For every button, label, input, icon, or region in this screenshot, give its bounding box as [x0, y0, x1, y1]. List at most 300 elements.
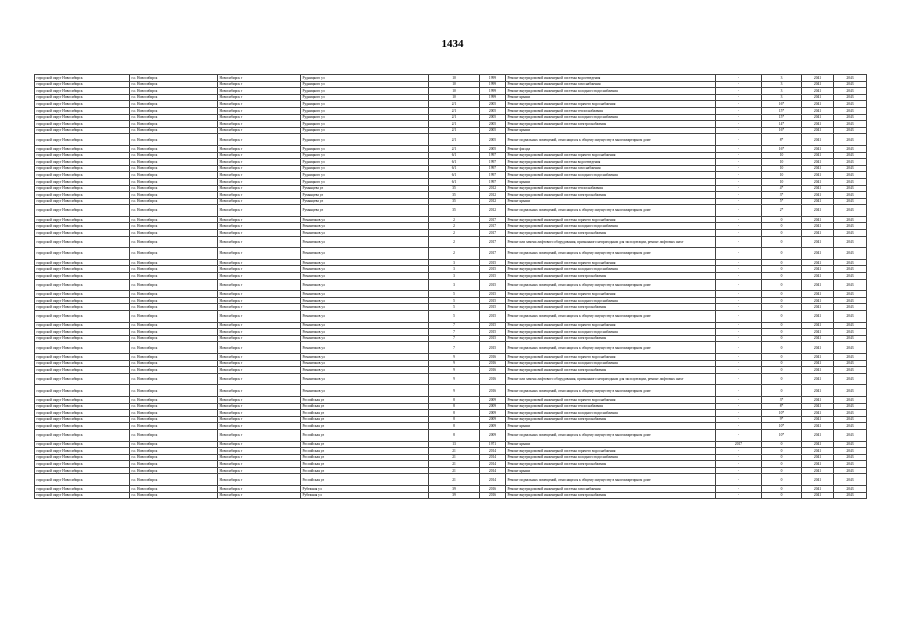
period-start-cell: 2041 — [802, 88, 834, 95]
work-type-cell: Ремонт внутридомовой инженерной системы горячего водоснабжения — [506, 448, 716, 455]
locality-cell: Новосибирск г — [218, 486, 301, 493]
settlement-cell: г.о. Новосибирск — [130, 360, 218, 367]
locality-cell: Новосибирск г — [218, 198, 301, 205]
settlement-cell: г.о. Новосибирск — [130, 304, 218, 311]
locality-cell: Новосибирск г — [218, 304, 301, 311]
period-end-cell: 2043 — [834, 134, 867, 146]
capital-repair-table — [34, 74, 867, 499]
build-year-cell: 2012 — [480, 185, 506, 192]
count-cell: 0 — [762, 385, 802, 397]
house-number-cell: 21 — [429, 467, 480, 474]
work-type-cell: Ремонт крыши — [506, 467, 716, 474]
period-start-cell: 2041 — [802, 159, 834, 166]
planned-year-cell: - — [716, 145, 762, 152]
settlement-cell: г.о. Новосибирск — [130, 423, 218, 430]
street-cell: Рудницкого ул — [301, 165, 429, 172]
municipality-cell: городской округ Новосибирск — [35, 230, 130, 237]
street-cell: Румянцева ул — [301, 185, 429, 192]
work-type-cell: Ремонт внутридомовой инженерной системы холодного водоснабжения — [506, 360, 716, 367]
street-cell: Романтиков ул — [301, 322, 429, 329]
house-number-cell: 2/1 — [429, 121, 480, 128]
count-cell: 0 — [762, 248, 802, 260]
municipality-cell: городской округ Новосибирск — [35, 178, 130, 185]
house-number-cell: 7 — [429, 322, 480, 329]
period-end-cell: 2043 — [834, 416, 867, 423]
locality-cell: Новосибирск г — [218, 107, 301, 114]
table-row — [35, 492, 867, 499]
table-row — [35, 273, 867, 280]
planned-year-cell: - — [716, 81, 762, 88]
period-end-cell: 2043 — [834, 322, 867, 329]
planned-year-cell: - — [716, 297, 762, 304]
period-end-cell: 2043 — [834, 373, 867, 385]
municipality-cell: городской округ Новосибирск — [35, 165, 130, 172]
settlement-cell: г.о. Новосибирск — [130, 474, 218, 486]
build-year-cell: 2015 — [480, 335, 506, 342]
work-type-cell: Ремонт подвальных помещений, относящихся к общему имуществу в многоквартирном доме — [506, 311, 716, 323]
locality-cell: Новосибирск г — [218, 134, 301, 146]
municipality-cell: городской округ Новосибирск — [35, 134, 130, 146]
table-row — [35, 266, 867, 273]
planned-year-cell: - — [716, 353, 762, 360]
build-year-cell: 2014 — [480, 461, 506, 468]
municipality-cell: городской округ Новосибирск — [35, 273, 130, 280]
table-row — [35, 205, 867, 217]
locality-cell: Новосибирск г — [218, 259, 301, 266]
locality-cell: Новосибирск г — [218, 467, 301, 474]
count-cell: 3 — [762, 75, 802, 82]
count-cell: 0 — [762, 486, 802, 493]
table-row — [35, 360, 867, 367]
period-end-cell: 2043 — [834, 230, 867, 237]
table-row — [35, 152, 867, 159]
street-cell: Романтиков ул — [301, 360, 429, 367]
count-cell: 0 — [762, 367, 802, 374]
locality-cell: Новосибирск г — [218, 322, 301, 329]
settlement-cell: г.о. Новосибирск — [130, 416, 218, 423]
locality-cell: Новосибирск г — [218, 416, 301, 423]
build-year-cell: 2017 — [480, 223, 506, 230]
build-year-cell: 1997 — [480, 152, 506, 159]
house-number-cell: 8 — [429, 416, 480, 423]
period-start-cell: 2041 — [802, 216, 834, 223]
municipality-cell: городской округ Новосибирск — [35, 416, 130, 423]
planned-year-cell: - — [716, 291, 762, 298]
build-year-cell: 2015 — [480, 329, 506, 336]
settlement-cell: г.о. Новосибирск — [130, 329, 218, 336]
planned-year-cell: - — [716, 448, 762, 455]
locality-cell: Новосибирск г — [218, 192, 301, 199]
locality-cell: Новосибирск г — [218, 172, 301, 179]
period-start-cell: 2041 — [802, 230, 834, 237]
settlement-cell: г.о. Новосибирск — [130, 152, 218, 159]
table-row — [35, 165, 867, 172]
settlement-cell: г.о. Новосибирск — [130, 266, 218, 273]
count-cell: 10 — [762, 165, 802, 172]
work-type-cell: Ремонт внутридомовой инженерной системы газоснабжения — [506, 165, 716, 172]
municipality-cell: городской округ Новосибирск — [35, 266, 130, 273]
municipality-cell: городской округ Новосибирск — [35, 448, 130, 455]
settlement-cell: г.о. Новосибирск — [130, 248, 218, 260]
settlement-cell: г.о. Новосибирск — [130, 259, 218, 266]
municipality-cell: городской округ Новосибирск — [35, 360, 130, 367]
house-number-cell: 7 — [429, 335, 480, 342]
settlement-cell: г.о. Новосибирск — [130, 291, 218, 298]
settlement-cell: г.о. Новосибирск — [130, 335, 218, 342]
work-type-cell: Ремонт подвальных помещений, относящихся к общему имуществу в многоквартирном доме — [506, 429, 716, 441]
work-type-cell: Ремонт внутридомовой инженерной системы горячего водоснабжения — [506, 101, 716, 108]
locality-cell: Новосибирск г — [218, 205, 301, 217]
work-type-cell: Ремонт внутридомовой инженерной системы водоотведения — [506, 75, 716, 82]
period-end-cell: 2043 — [834, 223, 867, 230]
street-cell: Российская ул — [301, 396, 429, 403]
planned-year-cell: - — [716, 127, 762, 134]
count-cell: 15* — [762, 107, 802, 114]
municipality-cell: городской округ Новосибирск — [35, 198, 130, 205]
planned-year-cell: - — [716, 461, 762, 468]
house-number-cell: 8 — [429, 429, 480, 441]
street-cell: Рубежная ул — [301, 486, 429, 493]
house-number-cell: 10 — [429, 81, 480, 88]
planned-year-cell: - — [716, 367, 762, 374]
build-year-cell: 2016 — [480, 360, 506, 367]
table-row — [35, 416, 867, 423]
planned-year-cell: - — [716, 342, 762, 354]
settlement-cell: г.о. Новосибирск — [130, 101, 218, 108]
count-cell: 10* — [762, 429, 802, 441]
street-cell: Рубежная ул — [301, 492, 429, 499]
table-row — [35, 486, 867, 493]
period-end-cell: 2043 — [834, 360, 867, 367]
period-end-cell: 2043 — [834, 474, 867, 486]
build-year-cell: 2005 — [480, 121, 506, 128]
locality-cell: Новосибирск г — [218, 114, 301, 121]
settlement-cell: г.о. Новосибирск — [130, 185, 218, 192]
locality-cell: Новосибирск г — [218, 75, 301, 82]
locality-cell: Новосибирск г — [218, 185, 301, 192]
house-number-cell: 5 — [429, 291, 480, 298]
build-year-cell: 1997 — [480, 172, 506, 179]
table-row — [35, 342, 867, 354]
table-row — [35, 385, 867, 397]
settlement-cell: г.о. Новосибирск — [130, 342, 218, 354]
table-row — [35, 230, 867, 237]
work-type-cell: Ремонт подвальных помещений, относящихся к общему имуществу в многоквартирном доме — [506, 385, 716, 397]
planned-year-cell: - — [716, 101, 762, 108]
period-end-cell: 2043 — [834, 297, 867, 304]
period-start-cell: 2041 — [802, 454, 834, 461]
settlement-cell: г.о. Новосибирск — [130, 114, 218, 121]
street-cell: Румянцева ул — [301, 205, 429, 217]
planned-year-cell: - — [716, 75, 762, 82]
table-row — [35, 297, 867, 304]
build-year-cell: 2017 — [480, 248, 506, 260]
period-end-cell: 2043 — [834, 165, 867, 172]
period-end-cell: 2043 — [834, 486, 867, 493]
locality-cell: Новосибирск г — [218, 441, 301, 448]
count-cell: 10 — [762, 152, 802, 159]
period-end-cell: 2043 — [834, 198, 867, 205]
work-type-cell: Ремонт крыши — [506, 178, 716, 185]
work-type-cell: Ремонт внутридомовой инженерной системы горячего водоснабжения — [506, 216, 716, 223]
street-cell: Романтиков ул — [301, 329, 429, 336]
period-start-cell: 2041 — [802, 152, 834, 159]
build-year-cell: 2016 — [480, 353, 506, 360]
settlement-cell: г.о. Новосибирск — [130, 367, 218, 374]
count-cell: 0 — [762, 291, 802, 298]
municipality-cell: городской округ Новосибирск — [35, 396, 130, 403]
settlement-cell: г.о. Новосибирск — [130, 467, 218, 474]
period-end-cell: 2043 — [834, 410, 867, 417]
street-cell: Российская ул — [301, 461, 429, 468]
period-start-cell: 2041 — [802, 461, 834, 468]
municipality-cell: городской округ Новосибирск — [35, 353, 130, 360]
work-type-cell: Ремонт внутридомовой инженерной системы электроснабжения — [506, 492, 716, 499]
house-number-cell: 9 — [429, 367, 480, 374]
locality-cell: Новосибирск г — [218, 178, 301, 185]
build-year-cell: 2009 — [480, 403, 506, 410]
count-cell: 5* — [762, 198, 802, 205]
house-number-cell: 21 — [429, 454, 480, 461]
municipality-cell: городской округ Новосибирск — [35, 192, 130, 199]
period-start-cell: 2041 — [802, 192, 834, 199]
street-cell: Романтиков ул — [301, 342, 429, 354]
build-year-cell: 2005 — [480, 134, 506, 146]
build-year-cell: 2015 — [480, 304, 506, 311]
street-cell: Рудницкого ул — [301, 88, 429, 95]
settlement-cell: г.о. Новосибирск — [130, 441, 218, 448]
municipality-cell: городской округ Новосибирск — [35, 335, 130, 342]
work-type-cell: Ремонт крыши — [506, 423, 716, 430]
build-year-cell: 2015 — [480, 266, 506, 273]
work-type-cell: Ремонт внутридомовой инженерной системы электроснабжения — [506, 230, 716, 237]
period-end-cell: 2043 — [834, 75, 867, 82]
period-start-cell: 2041 — [802, 107, 834, 114]
municipality-cell: городской округ Новосибирск — [35, 223, 130, 230]
work-type-cell: Ремонт внутридомовой инженерной системы электроснабжения — [506, 273, 716, 280]
period-end-cell: 2043 — [834, 94, 867, 101]
work-type-cell: Ремонт внутридомовой инженерной системы теплоснабжения — [506, 403, 716, 410]
planned-year-cell: - — [716, 373, 762, 385]
house-number-cell: 3 — [429, 273, 480, 280]
table-row — [35, 322, 867, 329]
street-cell: Рудницкого ул — [301, 75, 429, 82]
house-number-cell: 8 — [429, 396, 480, 403]
street-cell: Рудницкого ул — [301, 94, 429, 101]
work-type-cell: Ремонт внутридомовой инженерной системы горячего водоснабжения — [506, 322, 716, 329]
locality-cell: Новосибирск г — [218, 248, 301, 260]
build-year-cell: 2015 — [480, 259, 506, 266]
settlement-cell: г.о. Новосибирск — [130, 134, 218, 146]
municipality-cell: городской округ Новосибирск — [35, 185, 130, 192]
work-type-cell: Ремонт подвальных помещений, относящихся к общему имуществу в многоквартирном доме — [506, 134, 716, 146]
build-year-cell: 2017 — [480, 216, 506, 223]
work-type-cell: Ремонт крыши — [506, 198, 716, 205]
table-row — [35, 429, 867, 441]
table-row — [35, 172, 867, 179]
house-number-cell: 8 — [429, 410, 480, 417]
house-number-cell: 13 — [429, 441, 480, 448]
settlement-cell: г.о. Новосибирск — [130, 172, 218, 179]
house-number-cell: 39 — [429, 492, 480, 499]
locality-cell: Новосибирск г — [218, 429, 301, 441]
municipality-cell: городской округ Новосибирск — [35, 279, 130, 291]
period-start-cell: 2041 — [802, 467, 834, 474]
period-start-cell: 2041 — [802, 172, 834, 179]
period-end-cell: 2043 — [834, 114, 867, 121]
count-cell: 0 — [762, 266, 802, 273]
build-year-cell: 2005 — [480, 114, 506, 121]
period-end-cell: 2043 — [834, 185, 867, 192]
work-type-cell: Ремонт внутридомовой инженерной системы теплоснабжения — [506, 185, 716, 192]
street-cell: Рудницкого ул — [301, 121, 429, 128]
count-cell: 3* — [762, 396, 802, 403]
municipality-cell: городской округ Новосибирск — [35, 127, 130, 134]
planned-year-cell: - — [716, 165, 762, 172]
work-type-cell: Ремонт внутридомовой инженерной системы холодного водоснабжения — [506, 297, 716, 304]
table-row — [35, 461, 867, 468]
count-cell: 0 — [762, 492, 802, 499]
street-cell: Романтиков ул — [301, 353, 429, 360]
municipality-cell: городской округ Новосибирск — [35, 114, 130, 121]
period-start-cell: 2041 — [802, 304, 834, 311]
settlement-cell: г.о. Новосибирск — [130, 145, 218, 152]
period-start-cell: 2041 — [802, 185, 834, 192]
locality-cell: Новосибирск г — [218, 81, 301, 88]
house-number-cell: 2 — [429, 236, 480, 248]
period-start-cell: 2041 — [802, 291, 834, 298]
period-end-cell: 2043 — [834, 259, 867, 266]
period-start-cell: 2041 — [802, 279, 834, 291]
count-cell: 0 — [762, 273, 802, 280]
municipality-cell: городской округ Новосибирск — [35, 385, 130, 397]
locality-cell: Новосибирск г — [218, 461, 301, 468]
locality-cell: Новосибирск г — [218, 311, 301, 323]
locality-cell: Новосибирск г — [218, 94, 301, 101]
street-cell: Российская ул — [301, 467, 429, 474]
locality-cell: Новосибирск г — [218, 403, 301, 410]
street-cell: Романтиков ул — [301, 248, 429, 260]
work-type-cell: Ремонт внутридомовой инженерной системы электроснабжения — [506, 304, 716, 311]
settlement-cell: г.о. Новосибирск — [130, 403, 218, 410]
table-row — [35, 448, 867, 455]
locality-cell: Новосибирск г — [218, 329, 301, 336]
house-number-cell: 21 — [429, 474, 480, 486]
settlement-cell: г.о. Новосибирск — [130, 230, 218, 237]
table-row — [35, 178, 867, 185]
planned-year-cell: - — [716, 454, 762, 461]
municipality-cell: городской округ Новосибирск — [35, 216, 130, 223]
period-start-cell: 2041 — [802, 329, 834, 336]
period-end-cell: 2043 — [834, 385, 867, 397]
municipality-cell: городской округ Новосибирск — [35, 75, 130, 82]
table-row — [35, 353, 867, 360]
street-cell: Рудницкого ул — [301, 145, 429, 152]
table-row — [35, 121, 867, 128]
count-cell: 0 — [762, 353, 802, 360]
house-number-cell: 21 — [429, 461, 480, 468]
street-cell: Романтиков ул — [301, 259, 429, 266]
house-number-cell: 39 — [429, 486, 480, 493]
street-cell: Романтиков ул — [301, 335, 429, 342]
planned-year-cell: - — [716, 429, 762, 441]
table-row — [35, 192, 867, 199]
count-cell: 15* — [762, 114, 802, 121]
build-year-cell: 2014 — [480, 448, 506, 455]
period-start-cell: 2041 — [802, 367, 834, 374]
period-start-cell: 2041 — [802, 322, 834, 329]
planned-year-cell: - — [716, 216, 762, 223]
settlement-cell: г.о. Новосибирск — [130, 410, 218, 417]
municipality-cell: городской округ Новосибирск — [35, 342, 130, 354]
planned-year-cell: - — [716, 403, 762, 410]
municipality-cell: городской округ Новосибирск — [35, 248, 130, 260]
period-end-cell: 2043 — [834, 172, 867, 179]
period-end-cell: 2043 — [834, 448, 867, 455]
period-start-cell: 2041 — [802, 205, 834, 217]
period-end-cell: 2043 — [834, 329, 867, 336]
period-end-cell: 2043 — [834, 121, 867, 128]
period-start-cell: 2041 — [802, 75, 834, 82]
build-year-cell: 1997 — [480, 165, 506, 172]
locality-cell: Новосибирск г — [218, 159, 301, 166]
planned-year-cell: - — [716, 88, 762, 95]
municipality-cell: городской округ Новосибирск — [35, 367, 130, 374]
table-row — [35, 75, 867, 82]
work-type-cell: Ремонт подвальных помещений, относящихся к общему имуществу в многоквартирном доме — [506, 279, 716, 291]
municipality-cell: городской округ Новосибирск — [35, 172, 130, 179]
municipality-cell: городской округ Новосибирск — [35, 403, 130, 410]
table-row — [35, 159, 867, 166]
build-year-cell: 1999 — [480, 75, 506, 82]
period-start-cell: 2041 — [802, 335, 834, 342]
locality-cell: Новосибирск г — [218, 223, 301, 230]
house-number-cell: 3 — [429, 259, 480, 266]
municipality-cell: городской округ Новосибирск — [35, 107, 130, 114]
locality-cell: Новосибирск г — [218, 127, 301, 134]
locality-cell: Новосибирск г — [218, 230, 301, 237]
work-type-cell: Ремонт крыши — [506, 94, 716, 101]
planned-year-cell: - — [716, 205, 762, 217]
period-end-cell: 2043 — [834, 342, 867, 354]
page-number: 1434 — [441, 38, 464, 50]
table-row — [35, 279, 867, 291]
settlement-cell: г.о. Новосибирск — [130, 192, 218, 199]
house-number-cell: 7 — [429, 329, 480, 336]
house-number-cell: 6/1 — [429, 159, 480, 166]
table-row — [35, 81, 867, 88]
locality-cell: Новосибирск г — [218, 291, 301, 298]
planned-year-cell: - — [716, 107, 762, 114]
settlement-cell: г.о. Новосибирск — [130, 81, 218, 88]
street-cell: Российская ул — [301, 423, 429, 430]
locality-cell: Новосибирск г — [218, 367, 301, 374]
locality-cell: Новосибирск г — [218, 236, 301, 248]
street-cell: Романтиков ул — [301, 230, 429, 237]
period-end-cell: 2043 — [834, 367, 867, 374]
table-row — [35, 101, 867, 108]
period-end-cell: 2043 — [834, 216, 867, 223]
period-end-cell: 2043 — [834, 441, 867, 448]
build-year-cell: 2012 — [480, 198, 506, 205]
count-cell: 3 — [762, 81, 802, 88]
work-type-cell: Ремонт внутридомовой инженерной системы электроснабжения — [506, 192, 716, 199]
municipality-cell: городской округ Новосибирск — [35, 410, 130, 417]
build-year-cell: 2015 — [480, 322, 506, 329]
table-row — [35, 441, 867, 448]
street-cell: Рудницкого ул — [301, 114, 429, 121]
count-cell: 0 — [762, 360, 802, 367]
